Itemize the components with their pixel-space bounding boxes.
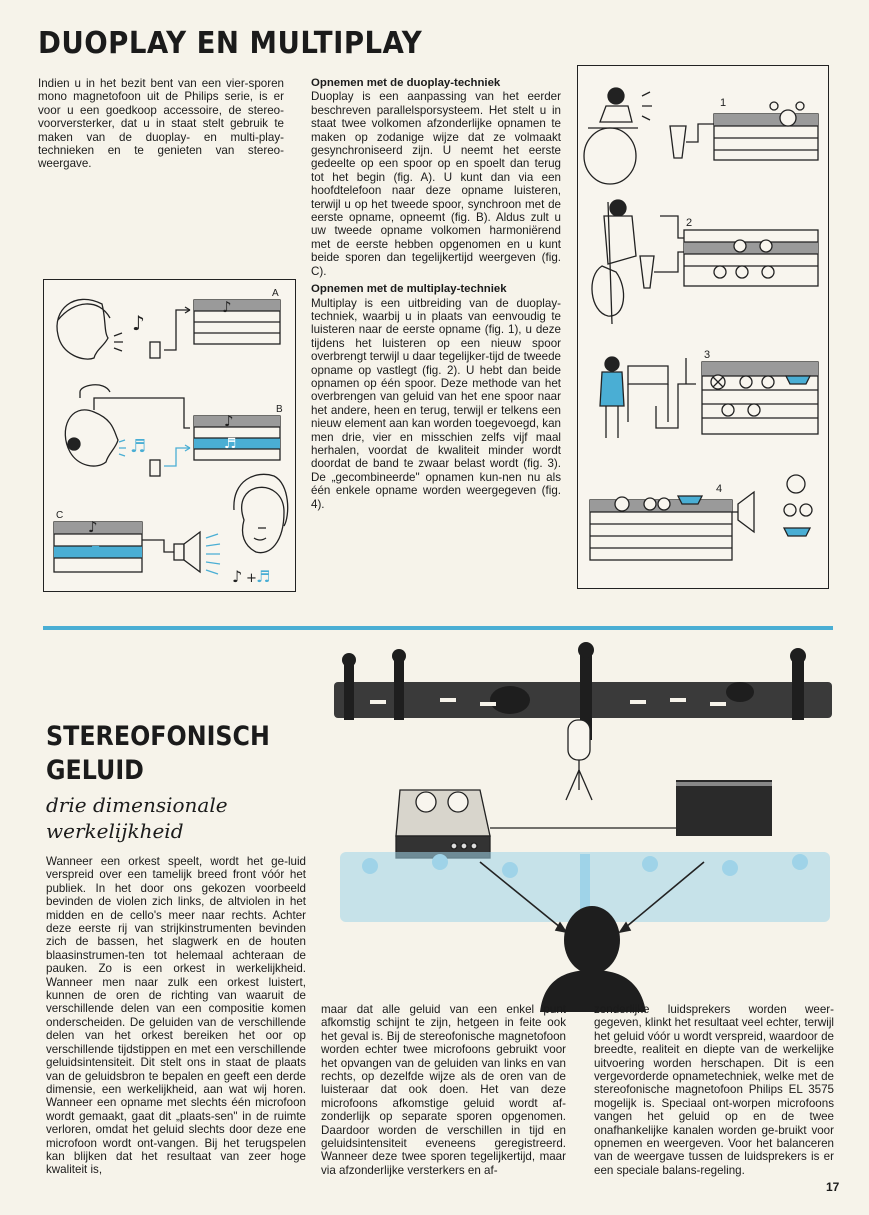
stereo-orchestra-illustration	[330, 640, 836, 1012]
stereo-title-line2: GELUID	[46, 755, 144, 786]
multiplay-illustration	[578, 66, 828, 588]
intro-paragraph: Indien u in het bezit bent van een vier-sporen mono magnetofoon uit de Philips serie, is er voor u een goedkoop accessoire, de stereo-voorversterker, dat u in staat stelt gebruik te maken van de duoplay- en multi-play-technieken en te genieten van stereo-weergave.	[38, 77, 284, 171]
stereo-subtitle-line1: drie dimensionale	[46, 793, 228, 817]
svg-text:♬: ♬	[88, 544, 101, 560]
technique-column	[311, 77, 561, 511]
fig-1-label: 1	[720, 97, 727, 109]
svg-text:♪: ♪	[222, 298, 232, 316]
svg-text:♪: ♪	[88, 518, 98, 536]
svg-text:♬: ♬	[224, 436, 237, 452]
stereo-column-3: zonderlijke luidsprekers worden weer-gegeven, klinkt het resultaat veel echter, terwijl het geluid vóór u wordt verspreid, waardoor de breedte, realiteit en diepte van de werkelijke uitvoering worden herschapen. Dit is een vergevorderde opnametechniek, welke met de stereofonische magnetofoon Philips EL 3575 mogelijk is. Speciaal ont-worpen microfoons vangen het geluid op en de twee onafhankelijke kanalen worden ge-bruikt voor opnemen en weergeven. Voor het balanceren van de weergave tussen de luidsprekers is er een speciale balans-regeling.	[594, 1003, 834, 1177]
fig-3-label: 3	[704, 349, 711, 361]
fig-b-label: B	[276, 404, 283, 415]
stereo-subtitle-line2: werkelijkheid	[46, 819, 184, 843]
duoplay-illustration	[44, 280, 295, 591]
duoplay-text: Duoplay is een aanpassing van het eerder beschreven parallelsporsysteem. Het stelt u in staat twee volkomen afzonderlijke opnamen te maken op zodanige wijze dat ze volmaakt gesynchroniseerd zijn. U neemt het eerste gedeelte op een spoor op en spoelt dan terug tot het begin (fig. A). U kunt dan via een hoofdtelefoon naar deze opname luisteren, terwijl u op het tweede spoor, synchroon met de eerste opname, opneemt (fig. B). Aldus zult u uw tweede opname volkomen harmoniërend met de eerste hebben opgenomen en u kunt beide sporen dan tegelijkertijd weergeven (fig. C).	[311, 90, 561, 278]
stereo-title-line1: STEREOFONISCH	[46, 721, 270, 752]
stereo-subtitle	[46, 792, 228, 844]
fig-b	[65, 385, 280, 476]
fig-4-label: 4	[716, 483, 723, 495]
microphone-icon	[566, 720, 592, 800]
svg-text:♪: ♪	[224, 412, 234, 430]
fig-2-label: 2	[686, 217, 693, 229]
page-number: 17	[826, 1180, 840, 1194]
fig-a-label: A	[272, 288, 279, 299]
duoplay-heading: Opnemen met de duoplay-techniek	[311, 77, 501, 89]
duoplay-figure	[43, 279, 296, 592]
stereo-title	[46, 720, 270, 788]
fig-a	[57, 298, 280, 359]
section-divider	[43, 626, 833, 630]
fig-c-label: C	[56, 510, 64, 521]
fig-c	[54, 474, 288, 574]
stereo-column-1: Wanneer een orkest speelt, wordt het ge-luid verspreid over een tamelijk breed front vóór het publiek. In het door ons gekozen voorbeeld bevinden de violen zich links, de altviolen in het midden en de cello's meer naar rechts. Achter deze eerste rij van strijkinstrumenten bevinden zich de bassen, het slagwerk en de houten blaasinstrumen-ten tot helemaal achteraan de pauken. Zo is een orkest in werkelijkheid. Wanneer men naar zulk een orkest luistert, kunnen de oren de richting van waaruit de verschillende delen van een compositie komen onderscheiden. De geluiden van de verschillende delen van het orkest bereiken het oor op verschillende tijdstippen en met een verschillende geluidsintensiteit. Dit stelt ons in staat de plaats van de geluidsbron te bepalen en geeft een derde dimensie, een werkelijkheid, aan wat wij horen. Wanneer een opname met slechts één microfoon wordt gemaakt, gaat dit „plaats-sen" in de ruimte verloren, omdat het geluid slechts door deze ene microfoon wordt ont-vangen. Bij het terugspelen kan blijken dat het resultaat van zeer hoge kwaliteit is,	[46, 855, 306, 1177]
page-title: DUOPLAY EN MULTIPLAY	[38, 26, 423, 61]
speaker-box	[676, 780, 772, 836]
stereo-column-2: maar dat alle geluid van een enkel punt afkomstig schijnt te zijn, hetgeen in feite ook het geval is. Bij de stereofonische magnetofoon worden echter twee microfoons gebruikt voor het opvangen van de geluiden van links en van rechts, op dezelfde wijze als de oren van de luisteraar dat ook doen. Het van deze microfoons afkomstige geluid wordt af-zonderlijk op separate sporen opgenomen. Daardoor worden de verschillen in tijd en geluidsintensiteit eveneens geregistreerd. Wanneer deze twee sporen tegelijkertijd, maar via afzonderlijke versterkers en af-	[321, 1003, 566, 1177]
double-note-icon: ♬	[256, 567, 271, 586]
multiplay-text: Multiplay is een uitbreiding van de duoplay-techniek, waarbij u in plaats van eenvoudig te luisteren naar de eerste opname (fig. 1), u deze tijdens het luisteren op een nieuw spoor overbrengt terwijl u daar tegelijker-tijd de tweede opname op vastlegt (fig. 2). U hebt dan beide opnamen op één spoor. Deze methode van het overbrengen van geluid van het ene spoor naar het andere, heen en terug, terwijl er telkens een nieuw element aan kan worden toegevoegd, kan men drie, vier en misschien zelfs vijf maal herhalen, voordat de kwaliteit minder wordt doordat de band te zwaar belast wordt (fig. 3). De „gecombineerde" opnamen kun-nen nu als één enkele opname worden weergegeven (fig. 4).	[311, 296, 561, 511]
svg-text:♬: ♬	[130, 436, 147, 457]
multiplay-figure	[577, 65, 829, 589]
plus-icon: +	[246, 571, 257, 586]
tape-recorder	[396, 790, 490, 858]
multiplay-heading: Opnemen met de multiplay-techniek	[311, 283, 507, 296]
svg-text:♪: ♪	[132, 311, 145, 335]
note-icon: ♪	[232, 567, 243, 586]
